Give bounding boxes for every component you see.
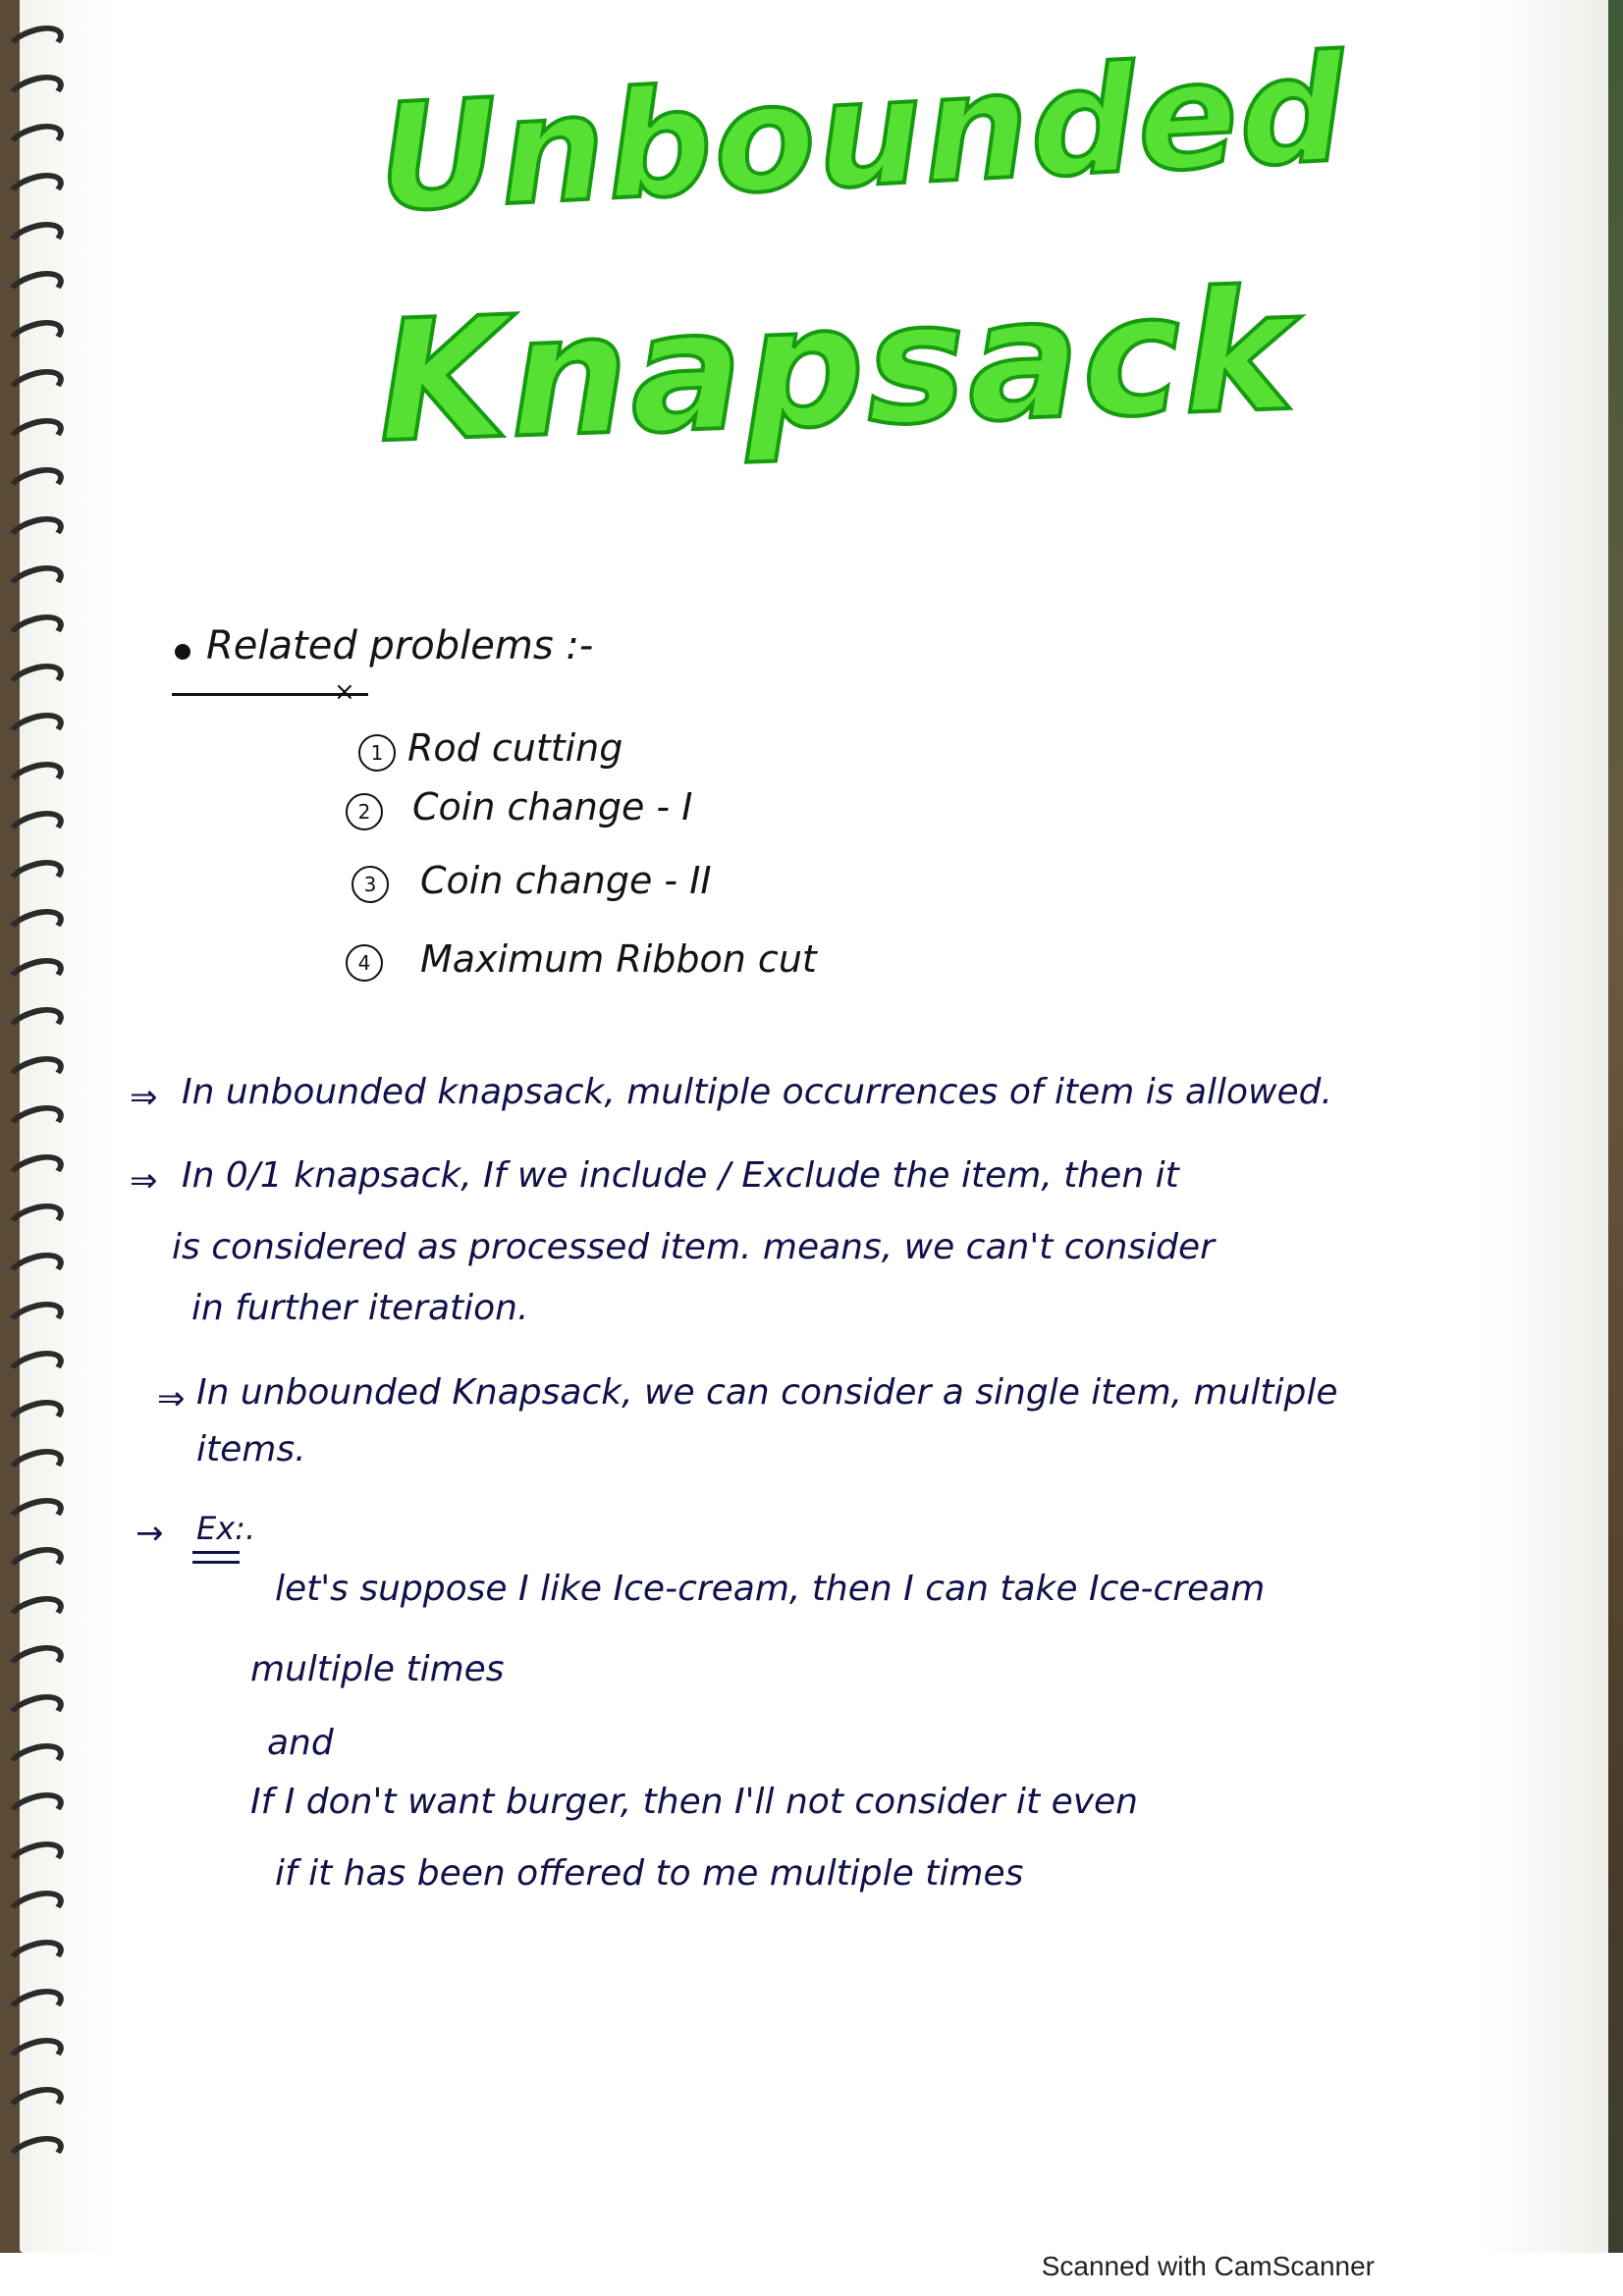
spiral-ring	[3, 1246, 68, 1292]
spiral-ring	[3, 559, 68, 605]
note-1-line-1: In unbounded knapsack, multiple occurrences of item is allowed.	[182, 1072, 1332, 1112]
scan-footer-strip	[0, 2253, 1623, 2296]
spiral-ring	[3, 215, 68, 261]
spiral-ring	[3, 1344, 68, 1390]
spiral-ring	[3, 1589, 68, 1635]
spiral-ring	[3, 706, 68, 752]
problem-item-4: Maximum Ribbon cut	[420, 937, 817, 981]
spiral-ring	[3, 264, 68, 310]
spiral-ring	[3, 902, 68, 948]
spiral-ring	[3, 1884, 68, 1930]
spiral-ring	[3, 313, 68, 359]
spiral-ring	[3, 1148, 68, 1194]
cross-mark-icon: ×	[334, 677, 355, 707]
note-1-arrow: ⇒	[130, 1078, 158, 1117]
title-line-2: Knapsack	[374, 253, 1300, 481]
spiral-ring	[3, 1295, 68, 1341]
spiral-ring	[3, 657, 68, 703]
spiral-ring	[3, 1687, 68, 1734]
scanner-watermark: Scanned with CamScanner	[1041, 2251, 1375, 2281]
spiral-ring	[3, 460, 68, 507]
spiral-ring	[3, 1786, 68, 1832]
spiral-ring	[3, 608, 68, 654]
spiral-ring	[3, 755, 68, 801]
example-underline-2	[192, 1561, 240, 1564]
example-underline-1	[192, 1551, 240, 1554]
spiral-ring	[3, 1736, 68, 1783]
spiral-ring	[3, 1049, 68, 1095]
problem-item-1: Rod cutting	[407, 726, 623, 770]
example-line-4: If I don't want burger, then I'll not consider it even	[250, 1782, 1138, 1822]
spiral-ring	[3, 804, 68, 850]
related-problems-heading: Related problems :-	[206, 623, 594, 668]
spiral-ring	[3, 1197, 68, 1243]
spiral-ring	[3, 1393, 68, 1439]
title-line-1: Unbounded	[374, 24, 1351, 245]
spiral-ring	[3, 1442, 68, 1488]
note-3-line-1: In unbounded Knapsack, we can consider a single item, multiple	[196, 1372, 1338, 1413]
note-2-line-1: In 0/1 knapsack, If we include / Exclude the item, then it	[182, 1155, 1179, 1196]
example-line-1: let's suppose I like Ice-cream, then I can take Ice-cream	[275, 1569, 1266, 1609]
spiral-ring	[3, 2080, 68, 2126]
spiral-ring	[3, 19, 68, 65]
spiral-ring	[3, 117, 68, 163]
note-3-line-2: items.	[196, 1429, 306, 1469]
note-3-arrow: ⇒	[157, 1379, 186, 1418]
spiral-ring	[3, 1982, 68, 2028]
spiral-binding	[0, 0, 118, 2258]
example-arrow: →	[135, 1514, 164, 1553]
problem-number-2: 2	[346, 793, 383, 830]
spiral-ring	[3, 362, 68, 408]
spiral-ring	[3, 1933, 68, 1979]
spiral-ring	[3, 1098, 68, 1145]
spiral-ring	[3, 1000, 68, 1046]
spiral-ring	[3, 1638, 68, 1684]
example-line-2: multiple times	[250, 1649, 505, 1689]
note-2-line-2: is considered as processed item. means, we can't consider	[172, 1227, 1215, 1267]
spiral-ring	[3, 951, 68, 997]
problem-number-1: 1	[358, 734, 396, 772]
problem-number-4: 4	[346, 944, 383, 982]
note-2-line-3: in further iteration.	[191, 1288, 529, 1328]
spiral-ring	[3, 166, 68, 212]
spiral-ring	[3, 509, 68, 556]
spiral-ring	[3, 2129, 68, 2175]
spiral-ring	[3, 411, 68, 457]
example-line-3: and	[267, 1723, 334, 1763]
spiral-ring	[3, 1491, 68, 1537]
spiral-ring	[3, 2031, 68, 2077]
spiral-ring	[3, 853, 68, 899]
problem-number-3: 3	[352, 866, 389, 903]
example-line-5: if it has been offered to me multiple times	[275, 1853, 1024, 1894]
bullet-icon	[175, 644, 190, 660]
problem-item-2: Coin change - I	[412, 785, 693, 828]
spiral-ring	[3, 1835, 68, 1881]
spiral-ring	[3, 68, 68, 114]
note-2-arrow: ⇒	[130, 1161, 158, 1201]
problem-item-3: Coin change - II	[420, 859, 712, 902]
spiral-ring	[3, 1540, 68, 1586]
example-label: Ex:.	[196, 1510, 256, 1547]
